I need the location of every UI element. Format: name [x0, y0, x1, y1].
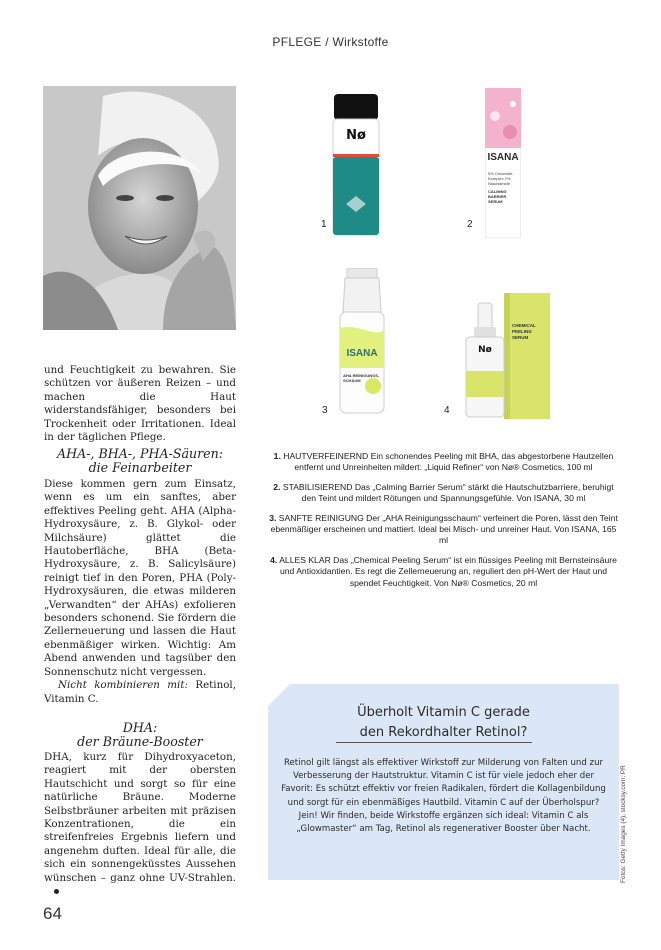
- caption-1-number: 1.: [273, 451, 281, 461]
- dha-section: [44, 751, 236, 898]
- product-2-brand: ISANA: [487, 152, 519, 163]
- caption-1: [266, 451, 621, 474]
- product-4-number: 4: [444, 405, 450, 416]
- portrait-photo: [43, 86, 236, 330]
- paragraph-feuchtigkeit: und Feuchtigkeit zu bewahren. Sie schützen vor äußeren Reizen – und machen die Haut widerstandsfähiger, besonders bei Trockenheit oder Irritationen. Ideal in der täglichen Pflege.: [44, 364, 236, 444]
- product-3-number: 3: [322, 405, 328, 416]
- intro-paragraph: [44, 364, 236, 444]
- caption-1-head: HAUTVERFEINERND: [283, 451, 369, 461]
- info-box-divider: [336, 742, 532, 743]
- info-box-text: Retinol gilt längst als effektiver Wirkstoff zur Milderung von Falten und zur Verbesserung der Hautstruktur. Vitamin C ist für viele jedoch eher der Favorit: Es schützt effektiv vor freien Radikalen, fördert die Kollagenbildung und sorgt für ein ebenmäßiges Hautbild. Vitamin C auf der Überholspur? Jein! Wir finden, beide Wirkstoffe ergänzen sich ideal: Vitamin C als „Glowmaster“ am Tag, Retinol als regenerativer Booster über Nacht.: [281, 758, 606, 835]
- product-3-brand: ISANA: [346, 348, 378, 359]
- caption-2-head: STABILISIEREND: [282, 481, 353, 492]
- product-4-bottle-brand: Nø: [478, 345, 492, 355]
- paragraph-dha: [44, 751, 236, 898]
- product-1-liquid-refiner: [332, 94, 380, 236]
- info-box-title-line2: den Rekordhalter Retinol?: [359, 725, 528, 740]
- product-2-calming-barrier-serum: [485, 88, 521, 238]
- product-4-name: CHEMICAL PEELING SERUM: [512, 323, 536, 340]
- aha-section: [44, 478, 236, 706]
- subheading-aha-line1: AHA-, BHA-, PHA-Säuren:: [57, 446, 223, 461]
- caption-4-number: 4.: [270, 554, 278, 565]
- subheading-dha: [44, 721, 236, 749]
- paragraph-dha-text: DHA, kurz für Dihydroxyaceton, reagiert mit der obersten Hautschicht und sorgt so für eine natürliche Bräune. Moderne Selbstbräuner arbeiten mit präzisen Konzentrationen, die ein streifenfreies Ergebnis liefern und angenehm duften. Ideal für alle, die sich ein sonnengeküsstes Aussehen wünschen – ganz ohne UV-Strahlen.: [44, 751, 236, 884]
- caption-4-text: Das „Chemical Peeling Serum“ ist ein flüssiges Peeling mit Bernsteinsäure und Antioxidantien. Es regt die Zellerneuerung an, reguliert den pH-Wert der Haut und spendet Feuchtigkeit. Von Nø® Cosmetics, 20 ml: [279, 554, 617, 588]
- caption-4-head: ALLES KLAR: [279, 554, 331, 565]
- info-box-title: [290, 703, 597, 743]
- photo-credit: [620, 748, 632, 883]
- caption-1-text: Ein schonendes Peeling mit BHA, das abgestorbene Hautzellen entfernt und Unreinheiten mildert: „Liquid Refiner“ von Nø® Cosmetics, 100 ml: [294, 451, 614, 473]
- end-mark-icon: [54, 889, 59, 894]
- subheading-aha-line2: die Feinarbeiter: [88, 460, 192, 475]
- product-1-brand: Nø: [346, 128, 366, 143]
- product-3-name: AHA REINIGUNGS-SCHAUM: [343, 373, 380, 383]
- subheading-aha: [44, 447, 236, 475]
- product-3-aha-reinigungsschaum: [339, 268, 385, 414]
- caption-2-number: 2.: [273, 481, 281, 492]
- product-2-name: CALMING BARRIER SERUM: [488, 189, 507, 204]
- caption-3-number: 3.: [269, 512, 277, 523]
- nicht-kombinieren-text: Retinol, Vitamin C.: [44, 679, 236, 705]
- info-box-title-line1: Überholt Vitamin C gerade: [357, 705, 530, 720]
- page-number: 64: [43, 904, 62, 923]
- product-captions: [266, 451, 621, 597]
- subheading-dha-line1: DHA:: [122, 720, 158, 735]
- caption-3-text: Der „AHA Reinigungsschaum“ verfeinert die Poren, lässt den Teint ebenmäßiger erscheinen und mattiert. Ideal bei Misch- und unreiner Haut. Von ISANA, 165 ml: [270, 512, 618, 546]
- box-corner-notch: [268, 684, 290, 706]
- caption-3: [266, 513, 621, 547]
- product-1-number: 1: [321, 219, 327, 230]
- caption-2-text: Das „Calming Barrier Serum“ stärkt die Hautschutzbarriere, beruhigt den Teint und mildert Rötungen und Spannungsgefühle. Von ISANA, 30 ml: [301, 481, 614, 504]
- caption-3-head: SANFTE REINIGUNG: [278, 512, 364, 523]
- nicht-kombinieren-label: Nicht kombinieren mit:: [58, 679, 188, 692]
- photo-credit-text: Fotos: Getty Images (4), stocksy.com; PR: [620, 765, 627, 883]
- paragraph-nicht-kombinieren: [44, 679, 236, 706]
- paragraph-aha: Diese kommen gern zum Einsatz, wenn es um ein sanftes, aber effektives Peeling geht. AHA (Alpha-Hydroxysäure, z. B. Glykol- oder Milchsäure) glättet die Hautoberfläche, BHA (Beta-Hydroxysäure, z. B. Salicylsäure) reinigt tief in den Poren, PHA (Poly-Hydroxysäuren, die etwas milderen „Verwandten“ der AHAs) exfolieren besonders schonend. Sie fördern die Zellerneuerung und lassen die Haut ebenmäßiger wirken. Wichtig: Am Abend anwenden und tagsüber den Sonnenschutz nicht vergessen.: [44, 478, 236, 678]
- product-2-small-text: 5% Ceramide-Komplex 2% Niacinamide: [488, 171, 514, 186]
- subheading-dha-line2: der Bräune-Booster: [77, 734, 203, 749]
- product-4-chemical-peeling-serum: [460, 293, 550, 419]
- product-2-number: 2: [467, 219, 473, 230]
- section-header: PFLEGE / Wirkstoffe: [272, 35, 389, 49]
- caption-4: [266, 555, 621, 589]
- caption-2: [266, 482, 621, 505]
